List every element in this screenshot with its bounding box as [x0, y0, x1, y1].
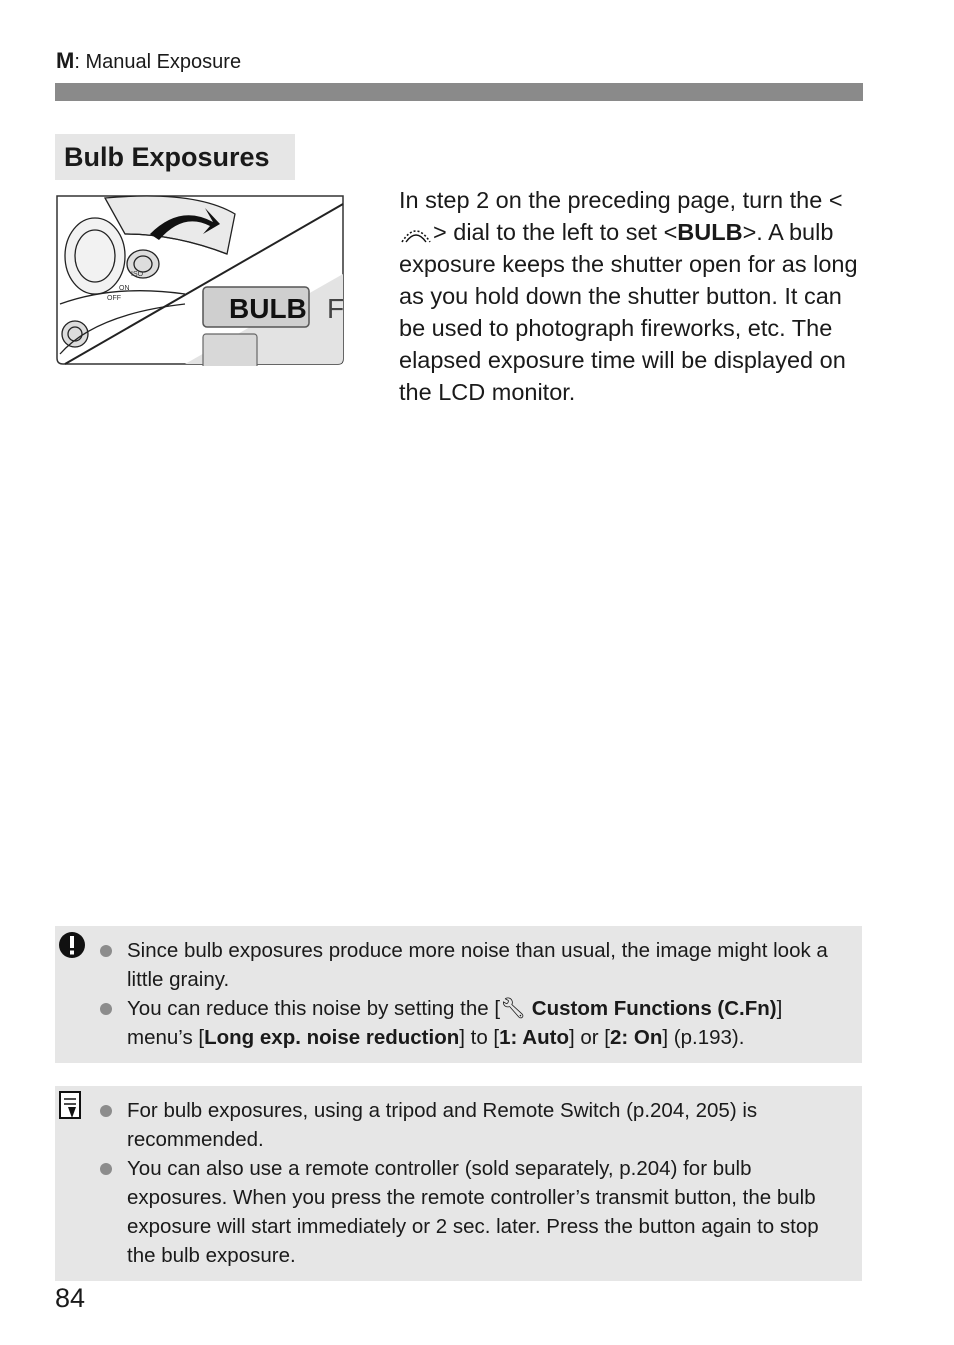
camera-illustration: [55, 194, 345, 366]
dial-mark-iso: ISO: [131, 271, 144, 278]
mode-letter: M: [56, 48, 75, 73]
dial-mark-on: ON: [119, 285, 130, 292]
header-bar: [55, 83, 863, 101]
page-header: [56, 48, 241, 74]
caution-box: [55, 926, 862, 1063]
body-text-3: >. A bulb exposure keeps the shutter open for as long as you hold down the shutter button. It can be used to photograph fireworks, etc. The elapsed exposure time will be displayed on the LCD monitor.: [399, 219, 858, 405]
memo-box: [55, 1086, 862, 1281]
camera-dial-lcd-figure: [55, 194, 345, 366]
settings-menu-icon: 🔧︎: [500, 997, 527, 1020]
section-title: Bulb Exposures: [55, 134, 295, 180]
lcd-next-text: F: [327, 293, 345, 324]
memo-item-2: You can also use a remote controller (sold separately, p.204) for bulb exposures. When you press the remote controller’s transmit button, the bulb exposure will start immediately or 2 sec. later. Press the button again to stop the bulb exposure.: [55, 1154, 842, 1270]
caution-item-1: Since bulb exposures produce more noise than usual, the image might look a little grainy.: [55, 936, 842, 994]
lcd-mode-box: [203, 334, 257, 366]
header-title: : Manual Exposure: [74, 51, 242, 73]
dial-mark-off: OFF: [107, 295, 121, 302]
page-number: 84: [55, 1283, 86, 1313]
main-dial-icon: [399, 222, 433, 244]
memo-item-1: For bulb exposures, using a tripod and Remote Switch (p.204, 205) is recommended.: [55, 1096, 842, 1154]
body-text-1: In step 2 on the preceding page, turn the <: [399, 187, 843, 213]
lcd-bulb-text: BULB: [229, 293, 307, 324]
body-paragraph: [399, 184, 869, 408]
bulb-label: BULB: [677, 219, 743, 245]
caution-item-2: You can reduce this noise by setting the [🔧︎ Custom Functions (C.Fn)] menu’s [Long exp. noise reduction] to [1: Auto] or [2: On] (p.193).: [55, 994, 842, 1052]
body-text-2: > dial to the left to set <: [433, 219, 678, 245]
